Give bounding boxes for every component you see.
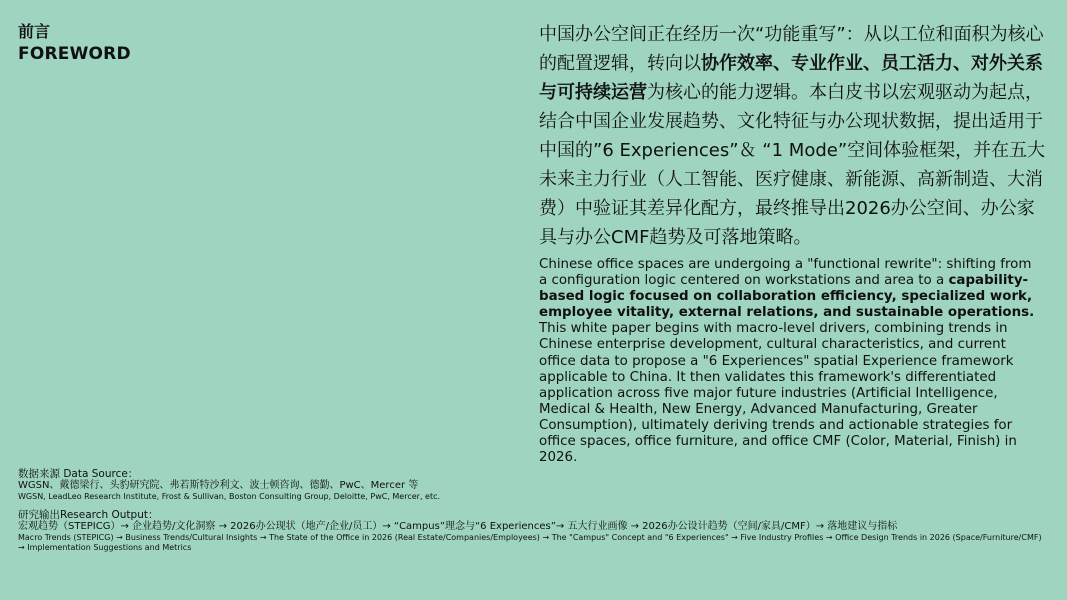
data-source-en: WGSN, LeadLeo Research Institute, Frost & Sullivan, Boston Consulting Group, Deloitte, PwC, Mercer, etc. [18,492,441,501]
foreword-zh-paragraph [539,20,1047,252]
en-text-segment: This white paper begins with macro-level drivers, combining trends in Chinese enterprise development, cultural characteristics, and current office data to propose a "6 Experiences" spatial Experience framework applicable to China. It then validates this framework's differentiated application across five major future industries (Artificial Intelligence, Medical & Health, New Energy, Advanced Manufacturing, Greater Consumption), ultimately deriving trends and actionable strategies for office spaces, office furniture, and office CMF (Color, Material, Finish) in 2026. [539,321,1017,466]
heading-en: FOREWORD [18,44,131,64]
heading-zh: 前言 [18,22,51,41]
page-heading [18,20,131,66]
research-output-zh: 宏观趋势（STEPICG）→ 企业趋势/文化洞察 → 2026办公现状（地产/企业/员工）→ “Campus”理念与“6 Experiences”→ 五大行业画像 → 2026办公设计趋势（空间/家具/CMF）→ 落地建议与指标 [18,521,898,532]
zh-text-segment: 中国办公空间正在经历一次“功能重写”：从以工位和面积为核心的配置逻辑，转向以 [539,24,1044,74]
research-output-label: 研究输出Research Output： [18,509,159,521]
zh-text-segment-bold: 协作效率、专业作业、员工活力、对外关系与可持续运营 [539,53,1043,103]
data-source-label: 数据来源 Data Source： [18,468,139,480]
footer-sources [18,468,1048,553]
zh-text-segment: 为核心的能力逻辑。本白皮书以宏观驱动为起点，结合中国企业发展趋势、文化特征与办公现状数据，提出适用于中国的”6 Experiences”＆ “1 Mode”空间体验框架，并在五大未来主力行业（人工智能、医疗健康、新能源、高新制造、大消费）中验证其差异化配方，最终推导出2026办公空间、办公家具与办公CMF趋势及可落地策略。 [539,82,1046,248]
research-output-en: Macro Trends (STEPICG) → Business Trends/Cultural Insights → The State of the Office in 2026 (Real Estate/Companies/Employees) → The "Campus" Concept and "6 Experiences" → Five Industry Profiles → Office Design Trends in 2026 (Space/Furniture/CMF) → Implementation Suggestions and Metrics [18,533,1042,552]
en-text-segment-bold: capability-based logic focused on collaboration efficiency, specialized work, employee vitality, external relations, and sustainable operations. [539,273,1035,321]
data-source-zh: WGSN、戴德梁行、头豹研究院、弗若斯特沙利文、波士顿咨询、德勤、PwC、Mercer 等 [18,480,419,491]
foreword-en-paragraph [539,257,1039,466]
en-text-segment: Chinese office spaces are undergoing a "functional rewrite": shifting from a configuration logic centered on workstations and area to a [539,257,1032,289]
